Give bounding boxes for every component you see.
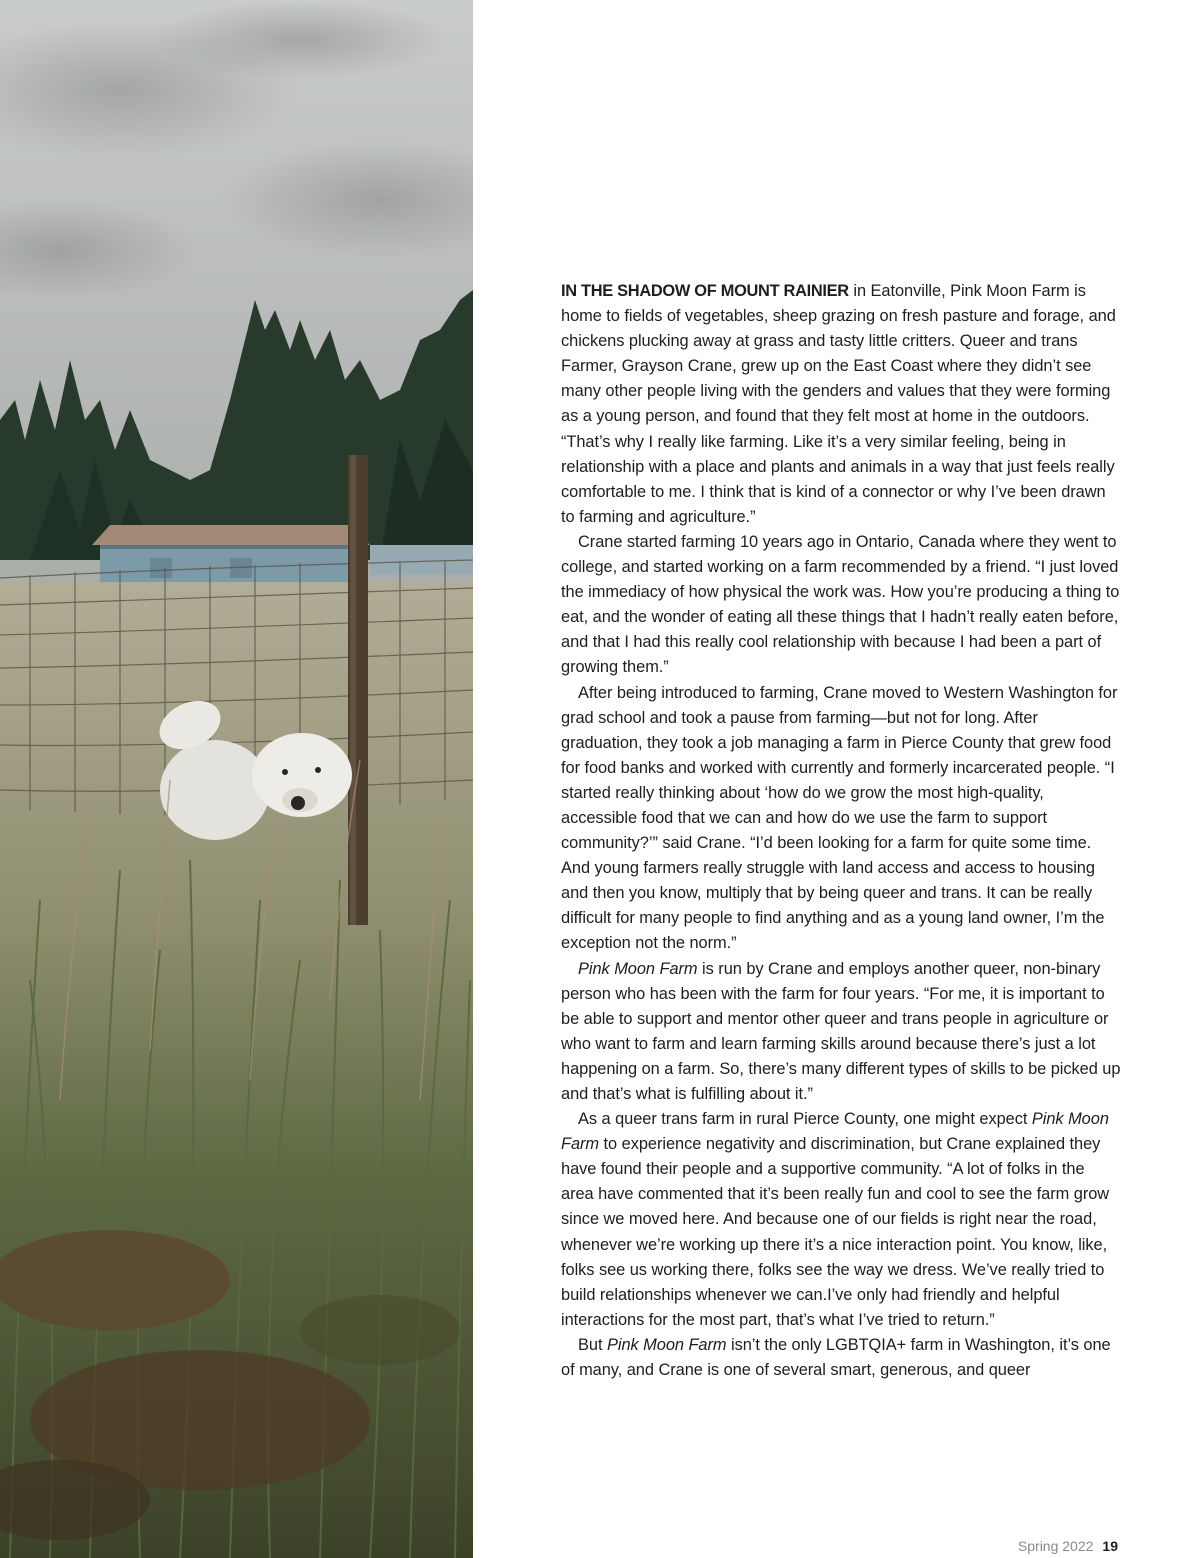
page-number: 19	[1102, 1538, 1118, 1554]
farm-name: Pink Moon Farm	[578, 959, 698, 978]
farm-name: Pink Moon Farm	[561, 1110, 1109, 1154]
issue-season: Spring 2022	[1017, 1538, 1094, 1554]
paragraph-6-text-b: isn’t the only LGBTQIA+ farm in Washington, it’s one of many, and Crane is one of several smart, generous, and queer	[561, 1335, 1111, 1380]
page-footer	[1018, 1537, 1118, 1555]
paragraph-4-text: is run by Crane and employs another queer, non-binary person who has been with the farm for four years. “For me, it is important to be able to support and mentor other queer and trans people in agriculture or who want to farm and learn farming skills around because there’s just a lot happening on a farm. So, there’s many different types of skills to be picked up and that’s what is fulfilling about it.”	[561, 959, 1121, 1103]
article-body	[561, 279, 1121, 1383]
paragraph-6	[561, 1333, 1121, 1383]
paragraph-4	[561, 957, 1121, 1108]
lead-in: IN THE SHADOW OF MOUNT RAINIER	[561, 282, 849, 300]
paragraph-5-text-a: As a queer trans farm in rural Pierce County, one might expect	[578, 1110, 1032, 1129]
paragraph-2: Crane started farming 10 years ago in Ontario, Canada where they went to college, and started working on a farm recommended by a friend. “I just loved the immediacy of how physical the work was. How you’re producing a thing to eat, and the wonder of eating all these things that I hadn’t really eaten before, and that I had this really cool relationship with because I had been a part of growing them.”	[561, 532, 1120, 677]
paragraph-6-text-a: But	[578, 1335, 607, 1354]
paragraph-1	[561, 279, 1121, 530]
dog-in-field-photo	[0, 0, 473, 1558]
dirt-patch	[0, 1230, 230, 1330]
paragraph-5	[561, 1107, 1121, 1333]
paragraph-1-text: in Eatonville, Pink Moon Farm is home to fields of vegetables, sheep grazing on fresh pasture and forage, and chickens plucking away at grass and tasty little critters. Queer and trans Farmer, Grayson Crane, grew up on the East Coast where they didn’t see many other people living with the genders and values that they were forming as a young person, and found that they felt most at home in the outdoors. “That’s why I really like farming. Like it’s a very similar feeling, being in relationship with a place and plants and animals in a way that just feels really comfortable to me. I think that is kind of a connector or why I’ve been drawn to farming and agriculture.”	[561, 282, 1116, 526]
paragraph-3: After being introduced to farming, Crane moved to Western Washington for grad school and took a pause from farming—but not for long. After graduation, they took a job managing a farm in Pierce County that grew food for food banks and worked with currently and formerly incarcerated people. “I started really thinking about ‘how do we grow the most high-quality, accessible food that we can and how do we use the farm to support community?’” said Crane. “I’d been looking for a farm for quite some time. And young farmers really struggle with land access and access to housing and then you know, multiply that by being queer and trans. It can be really difficult for many people to find anything and as a young land owner, I’m the exception not the norm.”	[561, 683, 1118, 953]
photo-illustration	[0, 0, 473, 1558]
farm-name: Pink Moon Farm	[606, 1335, 727, 1354]
paragraph-5-text-b: to experience negativity and discrimination, but Crane explained they have found their people and a supportive community. “A lot of folks in the area have commented that it’s been really fun and cool to see the farm grow since we moved here. And because one of our fields is right near the road, whenever we’re working up there it’s a nice interaction point. You know, like, folks see us working there, folks see the way we dress. We’ve really tried to build relationships whenever we can.I’ve only had friendly and helpful interactions for the most part, that’s what I’ve tried to return.”	[561, 1135, 1110, 1329]
